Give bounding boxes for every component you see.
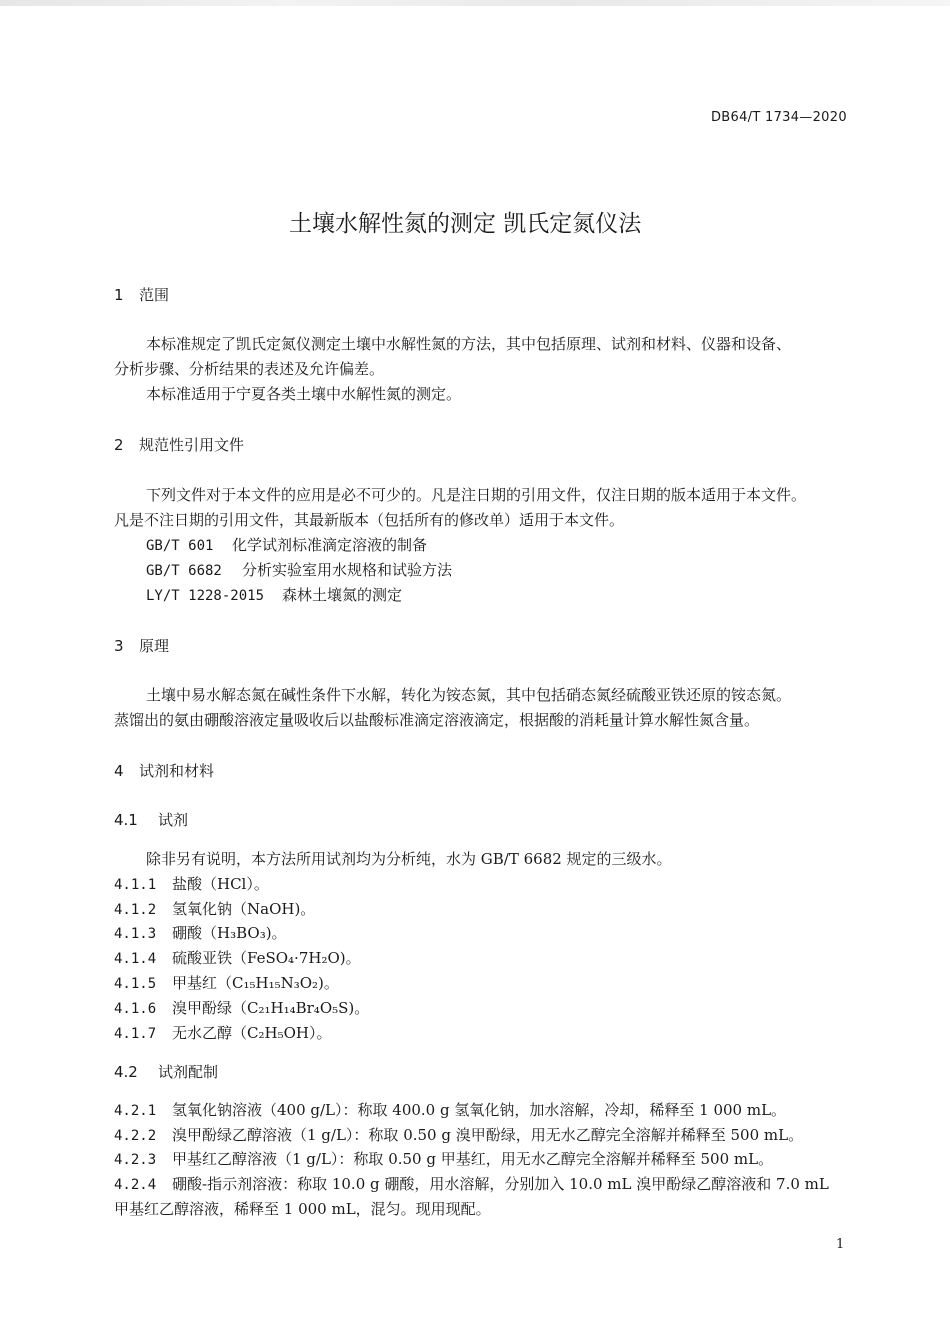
reference-name: 分析实验室用水规格和试验方法 xyxy=(242,561,453,579)
list-item xyxy=(114,972,339,993)
section-title: 规范性引用文件 xyxy=(139,436,245,454)
list-item xyxy=(114,1099,786,1120)
standard-code: DB64/T 1734—2020 xyxy=(711,110,847,125)
section-1-heading xyxy=(114,284,169,305)
paragraph-line: 下列文件对于本文件的应用是必不可少的。凡是注日期的引用文件，仅注日期的版本适用于本文件。 xyxy=(146,486,807,504)
list-item xyxy=(114,922,287,943)
item-number: 4.1.4 xyxy=(114,951,157,967)
item-number: 4.2.2 xyxy=(114,1128,157,1144)
item-text: 溴甲酚绿（C₂₁H₁₄Br₄O₅S)。 xyxy=(172,999,370,1017)
section-2-heading xyxy=(114,434,244,455)
item-text: 盐酸（HCl）。 xyxy=(172,875,269,893)
paragraph-line: 分析步骤、分析结果的表述及允许偏差。 xyxy=(114,360,385,378)
paragraph-line: 凡是不注日期的引用文件，其最新版本（包括所有的修改单）适用于本文件。 xyxy=(114,511,625,529)
item-number: 4.2.4 xyxy=(114,1177,157,1193)
paragraph-line: 蒸馏出的氨由硼酸溶液定量吸收后以盐酸标准滴定溶液滴定，根据酸的消耗量计算水解性氮含量。 xyxy=(114,711,760,729)
item-text: 甲基红（C₁₅H₁₅N₃O₂)。 xyxy=(172,974,339,992)
section-number: 4 xyxy=(114,762,124,780)
list-item xyxy=(114,873,269,894)
paragraph-line: 甲基红乙醇溶液，稀释至 1 000 mL，混匀。现用现配。 xyxy=(114,1200,491,1218)
list-item xyxy=(114,947,361,968)
reference-code: GB/T 601 xyxy=(146,538,214,554)
item-number: 4.1.2 xyxy=(114,902,157,918)
item-number: 4.1.1 xyxy=(114,877,157,893)
item-number: 4.1.5 xyxy=(114,976,157,992)
item-number: 4.1.6 xyxy=(114,1001,157,1017)
subsection-title: 试剂配制 xyxy=(158,1063,219,1081)
section-4-heading xyxy=(114,760,214,781)
section-3-heading xyxy=(114,635,169,656)
list-item xyxy=(114,1022,331,1043)
subsection-title: 试剂 xyxy=(158,811,189,829)
item-text: 溴甲酚绿乙醇溶液（1 g/L）：称取 0.50 g 溴甲酚绿，用无水乙醇完全溶解并稀释至 500 mL。 xyxy=(172,1126,804,1144)
section-title: 原理 xyxy=(139,637,170,655)
item-text: 硫酸亚铁（FeSO₄·7H₂O)。 xyxy=(172,949,361,967)
list-item xyxy=(114,1148,773,1169)
scan-edge xyxy=(0,0,950,6)
list-item xyxy=(114,997,369,1018)
section-number: 1 xyxy=(114,286,124,304)
item-number: 4.2.1 xyxy=(114,1103,157,1119)
reference-item xyxy=(146,534,427,555)
item-text: 甲基红乙醇溶液（1 g/L）：称取 0.50 g 甲基红，用无水乙醇完全溶解并稀释至 500 mL。 xyxy=(172,1150,774,1168)
reference-code: LY/T 1228-2015 xyxy=(146,588,265,604)
subsection-number: 4.1 xyxy=(114,811,138,829)
reference-name: 森林土壤氮的测定 xyxy=(282,586,403,604)
item-number: 4.2.3 xyxy=(114,1152,157,1168)
paragraph-line: 土壤中易水解态氮在碱性条件下水解，转化为铵态氮，其中包括硝态氮经硫酸亚铁还原的铵态氮。 xyxy=(146,686,792,704)
item-text: 硼酸-指示剂溶液：称取 10.0 g 硼酸，用水溶解，分别加入 10.0 mL 溴甲酚绿乙醇溶液和 7.0 mL xyxy=(172,1175,829,1193)
paragraph: 除非另有说明，本方法所用试剂均为分析纯，水为 GB/T 6682 规定的三级水。 xyxy=(146,850,672,868)
paragraph: 本标准适用于宁夏各类土壤中水解性氮的测定。 xyxy=(146,385,462,403)
paragraph-line: 本标准规定了凯氏定氮仪测定土壤中水解性氮的方法，其中包括原理、试剂和材料、仪器和设备、 xyxy=(146,335,792,353)
item-text: 氢氧化钠（NaOH)。 xyxy=(172,900,316,918)
item-text: 氢氧化钠溶液（400 g/L）：称取 400.0 g 氢氧化钠，加水溶解，冷却，稀释至 1 000 mL。 xyxy=(172,1101,787,1119)
section-number: 2 xyxy=(114,436,124,454)
page-number: 1 xyxy=(836,1237,845,1252)
list-item xyxy=(114,898,315,919)
section-title: 试剂和材料 xyxy=(139,762,215,780)
document-title: 土壤水解性氮的测定 凯氏定氮仪法 xyxy=(289,211,642,237)
list-item xyxy=(114,1173,829,1194)
subsection-4-2-heading xyxy=(114,1061,218,1082)
item-text: 硼酸（H₃BO₃)。 xyxy=(172,924,287,942)
item-text: 无水乙醇（C₂H₅OH）。 xyxy=(172,1024,332,1042)
reference-name: 化学试剂标准滴定溶液的制备 xyxy=(232,536,428,554)
subsection-4-1-heading xyxy=(114,809,188,830)
section-number: 3 xyxy=(114,637,124,655)
item-number: 4.1.7 xyxy=(114,1026,157,1042)
subsection-number: 4.2 xyxy=(114,1063,138,1081)
section-title: 范围 xyxy=(139,286,170,304)
reference-item xyxy=(146,584,402,605)
reference-item xyxy=(146,559,452,580)
list-item xyxy=(114,1124,803,1145)
reference-code: GB/T 6682 xyxy=(146,563,222,579)
item-number: 4.1.3 xyxy=(114,926,157,942)
